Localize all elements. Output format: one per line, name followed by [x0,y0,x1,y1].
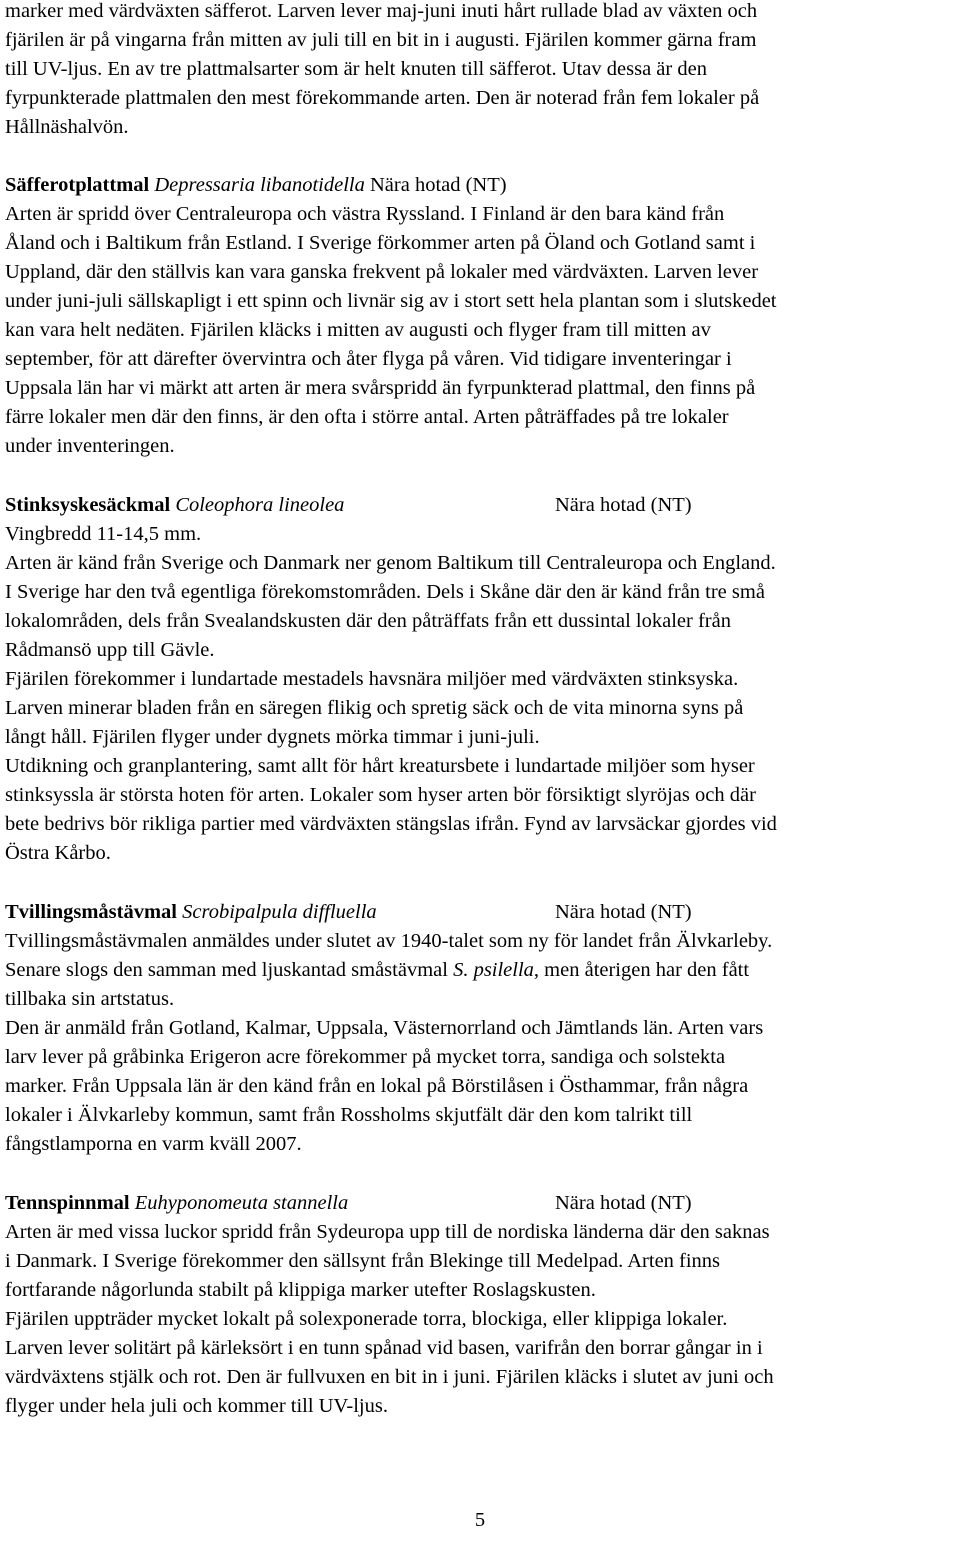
species-common-name: Tennspinnmal [5,1192,130,1214]
body-line: september, för att därefter övervintra och åter flyga på våren. Vid tidigare inventeringar i [5,348,732,370]
body-line: Åland och i Baltikum från Estland. I Sverige förkommer arten på Öland och Gotland samt i [5,232,756,254]
species-latin-name: Coleophora lineolea [175,494,345,516]
species-heading [5,898,692,927]
body-line: Larven minerar bladen från en säregen flikig och spretig säck och de vita minorna syns på [5,697,744,719]
body-text: Senare slogs den samman med ljuskantad småstävmal [5,959,454,981]
body-line: marker. Från Uppsala län är den känd från en lokal på Börstilåsen i Östhammar, från några [5,1075,749,1097]
species-latin-name: Scrobipalpula diffluella [182,901,377,923]
body-text: , men återigen har den fått [533,959,750,981]
species-heading [5,1189,692,1218]
body-line: Uppsala län har vi märkt att arten är mera svårspridd än fyrpunkterad plattmal, den finns på [5,377,756,399]
body-line: Östra Kårbo. [5,842,111,864]
species-status: Nära hotad (NT) [555,1192,692,1214]
species-latin-name: Depressaria libanotidella [154,174,365,196]
body-line: Rådmansö upp till Gävle. [5,639,215,661]
intro-line: fyrpunkterade plattmalen den mest förekommande arten. Den är noterad från fem lokaler på [5,87,760,109]
body-line: lokalområden, dels från Svealandskusten där den påträffats från ett dussintal lokaler från [5,610,731,632]
species-status: Nära hotad (NT) [555,494,692,516]
body-line: stinksyssla är största hoten för arten. Lokaler som hyser arten bör försiktigt slyröjas och där [5,784,756,806]
body-line: Arten är spridd över Centraleuropa och västra Ryssland. I Finland är den bara känd från [5,203,725,225]
body-line: tillbaka sin artstatus. [5,988,175,1010]
body-line: färre lokaler men där den finns, är den ofta i större antal. Arten påträffades på tre lokaler [5,406,729,428]
intro-line: Hållnäshalvön. [5,116,129,138]
species-common-name: Tvillingsmåstävmal [5,901,177,923]
intro-line: fjärilen är på vingarna från mitten av juli till en bit in i augusti. Fjärilen kommer gärna fram [5,29,757,51]
body-line: Fjärilen uppträder mycket lokalt på solexponerade torra, blockiga, eller klippiga lokaler. [5,1308,728,1330]
body-line: Arten är med vissa luckor spridd från Sydeuropa upp till de nordiska länderna där den saknas [5,1221,770,1243]
species-status: Nära hotad (NT) [369,174,507,196]
body-line: under inventeringen. [5,435,175,457]
body-line: kan vara helt nedäten. Fjärilen kläcks i mitten av augusti och flyger fram till mitten av [5,319,711,341]
body-line: värdväxtens stjälk och rot. Den är fullvuxen en bit in i juni. Fjärilen kläcks i slutet av juni och [5,1366,774,1388]
intro-line: till UV-ljus. En av tre plattmalsarter som är helt knuten till säfferot. Utav dessa är den [5,58,707,80]
body-line: I Sverige har den två egentliga förekomstområden. Dels i Skåne där den är känd från tre små [5,581,765,603]
page-number: 5 [474,1509,486,1531]
body-line: Uppland, där den ställvis kan vara ganska frekvent på lokaler med värdväxten. Larven lever [5,261,759,283]
body-line: flyger under hela juli och kommer till UV-ljus. [5,1395,388,1417]
body-line: Utdikning och granplantering, samt allt för hårt kreatursbete i lundartade miljöer som hyser [5,755,755,777]
species-abbrev-latin: S. psilella [453,959,534,981]
body-line: under juni-juli sällskapligt i ett spinn och livnär sig av i stort sett hela plantan som i slutskedet [5,290,777,312]
body-line: larv lever på gråbinka Erigeron acre förekommer på mycket torra, sandiga och solstekta [5,1046,726,1068]
species-common-name: Säfferotplattmal [5,174,150,196]
body-line: Den är anmäld från Gotland, Kalmar, Uppsala, Västernorrland och Jämtlands län. Arten vars [5,1017,764,1039]
body-line: långt håll. Fjärilen flyger under dygnets mörka timmar i juni-juli. [5,726,540,748]
body-line: Arten är känd från Sverige och Danmark ner genom Baltikum till Centraleuropa och England. [5,552,776,574]
body-line: Tvillingsmåstävmalen anmäldes under slutet av 1940-talet som ny för landet från Älvkarleby. [5,930,773,952]
species-common-name: Stinksyskesäckmal [5,494,171,516]
body-line: fortfarande någorlunda stabilt på klippiga marker utefter Roslagskusten. [5,1279,596,1301]
species-heading [5,171,507,200]
body-line: i Danmark. I Sverige förekommer den sällsynt från Blekinge till Medelpad. Arten finns [5,1250,721,1272]
body-line: fångstlamporna en varm kväll 2007. [5,1133,302,1155]
body-line: Larven lever solitärt på kärleksört i en tunn spånad vid basen, varifrån den borrar gångar in i [5,1337,763,1359]
species-status: Nära hotad (NT) [555,901,692,923]
body-line: Vingbredd 11-14,5 mm. [5,523,202,545]
body-line: lokaler i Älvkarleby kommun, samt från Rossholms skjutfält där den kom talrikt till [5,1104,693,1126]
body-line [5,956,749,985]
species-heading [5,491,692,520]
body-line: bete bedrivs bör rikliga partier med värdväxten stängslas ifrån. Fynd av larvsäckar gjordes vid [5,813,777,835]
body-line: Fjärilen förekommer i lundartade mestadels havsnära miljöer med värdväxten stinksyska. [5,668,739,690]
species-latin-name: Euhyponomeuta stannella [134,1192,349,1214]
intro-line: marker med värdväxten säfferot. Larven lever maj-juni inuti hårt rullade blad av växten och [5,0,758,22]
